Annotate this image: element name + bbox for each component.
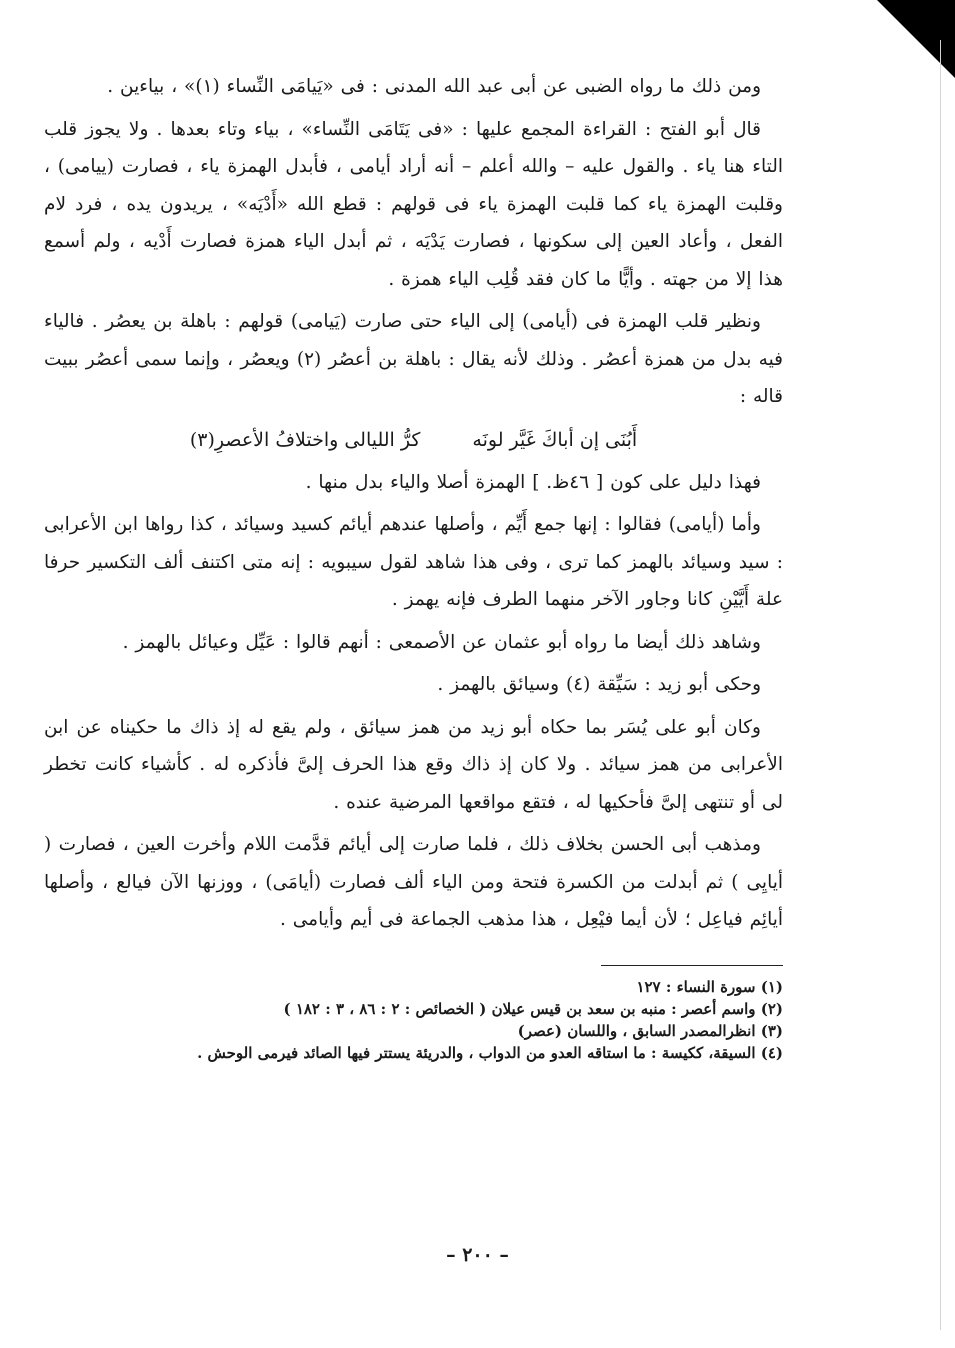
paragraph-9: ومذهب أبى الحسن بخلاف ذلك ، فلما صارت إلى أيائم قدَّمت اللام وأخرت العين ، فصارت ( أيايِى ) ثم أبدلت من الكسرة فتحة ومن الياء ألف فصارت (أيامَى) ، ووزنها الآن فيالع ، وأصلها أيائِم فياعِل ؛ لأن أيما فيْعِل ، هذا مذهب الجماعة فى أيم وأيامى . [44,834,783,930]
verse-second-hemistich: كرُّ الليالى واختلافُ الأعصرِ(٣) [189,428,421,451]
page-corner-mark [877,0,955,78]
footnote-4: (٤) السيقة، ككيسة : ما استاقه العدو من الدواب ، والدريئة يستتر فيها الصائد فيرمى الوحش . [197,1043,783,1062]
poetry-verse [44,420,783,460]
paragraph-8: وكان أبو على يُسَر بما حكاه أبو زيد من همز سيائق ، ولم يقع له إذ ذاك ما حكيناه عن ابن الأعرابى من همز سيائد . ولا كان إذ ذاك وقع هذا الحرف إلىَّ فأذكره له . كأشياء كانت تخطر لى أو تنتهى إلىَّ فأحكيها له ، فتقع مواقعها المرضية عنده . [44,716,783,813]
footnote-2: (٢) واسم أعصر : منبه بن سعد بن قيس عيلان ( الخصائص : ٢ : ٨٦ ، ٣ : ١٨٢ ) [283,999,783,1018]
paragraph-3: ونظير قلب الهمزة فى (أيامى) إلى الياء حتى صارت (يَيامى) قولهم : باهلة بن يعصُر . فالياء فيه بدل من همزة أعصُر . وذلك لأنه يقال : باهلة بن أعصُر (٢) ويعصُر ، وإنما سمى أعصُر ببيت قاله : [44,311,784,407]
footnotes [44,976,783,1064]
footnote-1: (١) سورة النساء : ١٢٧ [636,977,783,996]
paragraph-2: قال أبو الفتح : القراءة المجمع عليها : «فى يَتَامَى النِّساء» ، بياء وتاء بعدها . ولا يجوز قلب التاء هنا ياء . والقول عليه – والله أعلم – أنه أراد أيامى ، فأبدل الهمزة ياء ، فصارت (ييامى) ، وقلبت الهمزة ياء كما قلبت الهمزة ياء فى قولهم : قطع الله «أَدْيَه» ، يريدون يده ، فرد لام الفعل ، وأعاد العين إلى سكونها ، فصارت يَدْيَه ، ثم أبدل الياء همزة فصارت أَدْيه ، ولم أسمع هذا إلا من جهته . وأيًّا ما كان فقد قُلِب الياء همزة . [44,118,783,290]
paragraph-4: فهذا دليل على كون [ ٤٦ظ. ] الهمزة أصلا والياء بدل منها . [305,471,761,493]
paragraph-1: ومن ذلك ما رواه الضبى عن أبى عبد الله المدنى : فى «يَيامَى النِّساء (١)» ، بياءين . [107,76,761,97]
document-page [44,68,783,1064]
verse-first-hemistich: أَبُنَى إن أباكَ غَيَّر لونَه [472,428,638,451]
paragraph-6: وشاهد ذلك أيضا ما رواه أبو عثمان عن الأصمعى : أنهم قالوا : عَيِّل وعيائل بالهمز . [122,631,761,653]
footnote-separator [601,965,783,966]
footnote-3: (٣) انظرالمصدر السابق ، واللسان (عصر) [517,1021,783,1040]
paragraph-5: وأما (أيامى) فقالوا : إنها جمع أَيِّم ، وأصلها عندهم أيائم كسيد وسيائد ، كذا رواها ابن الأعرابى : سيد وسيائد بالهمز كما ترى ، وفى هذا شاهد لقول سيبويه : إنه متى اكتنف ألف التكسير حرفا علة أَيَّيْنِ كانا وجاور الآخر منهما الطرف فإنه يهمز . [44,514,783,610]
main-text [44,68,783,939]
page-number: – ٢٠٠ – [446,1244,509,1266]
paragraph-7: وحكى أبو زيد : سَيِّقة (٤) وسيائق بالهمز . [437,674,761,695]
scan-edge-line [940,40,941,1330]
